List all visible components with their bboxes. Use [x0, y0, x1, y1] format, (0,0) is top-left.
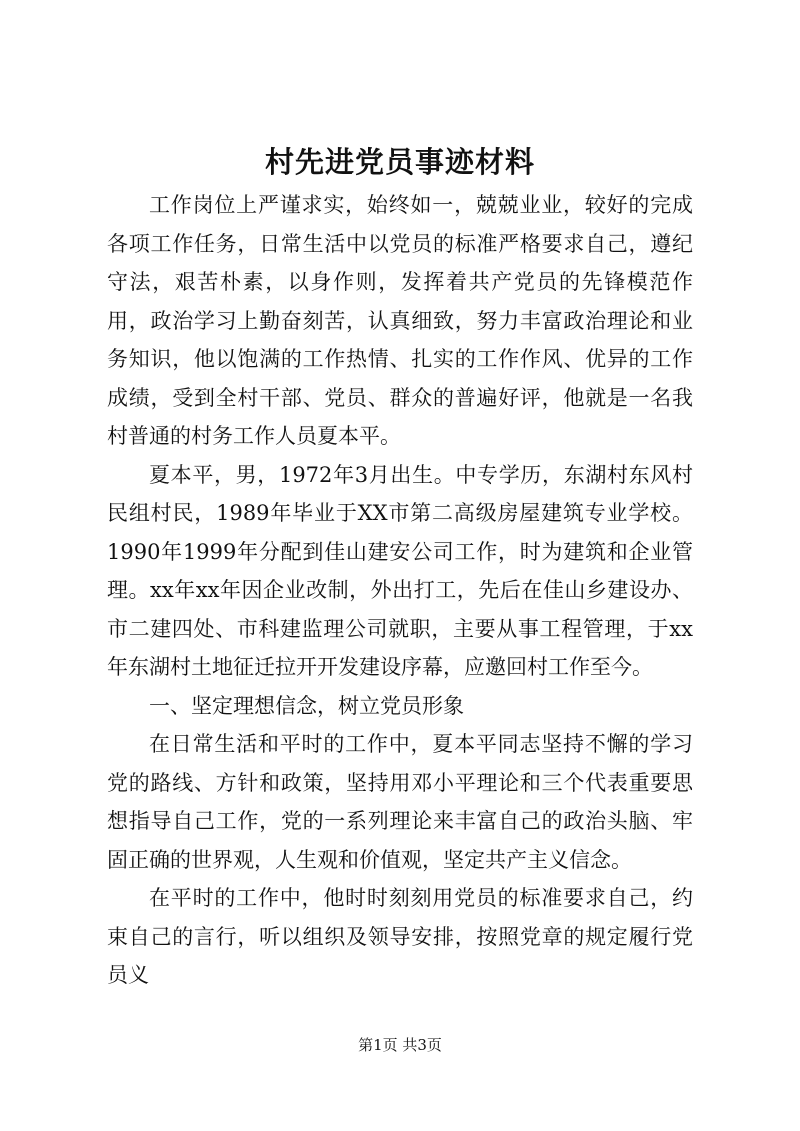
- paragraph-biography: 夏本平，男，1972年3月出生。中专学历，东湖村东风村民组村民，1989年毕业于XX市第二高级房屋建筑专业学校。1990年1999年分配到佳山建安公司工作，时为建筑和企业管理。xx年xx年因企业改制，外出打工，先后在佳山乡建设办、市二建四处、市科建监理公司就职，主要从事工程管理，于xx年东湖村土地征迁拉开开发建设序幕，应邀回村工作至今。: [107, 462, 693, 679]
- document-body: [107, 186, 693, 995]
- paragraph-ideals: 在日常生活和平时的工作中，夏本平同志坚持不懈的学习党的路线、方针和政策，坚持用邓小平理论和三个代表重要思想指导自己工作，党的一系列理论来丰富自己的政治头脑、牢固正确的世界观，人生观和价值观，坚定共产主义信念。: [107, 732, 693, 872]
- page-number: 第1页 共3页: [358, 1036, 442, 1054]
- paragraph-conduct: 在平时的工作中，他时时刻刻用党员的标准要求自己，约束自己的言行，听以组织及领导安排，按照党章的规定履行党员义: [107, 886, 693, 987]
- section-heading: 一、坚定理想信念，树立党员形象: [149, 693, 464, 718]
- paragraph-intro: 工作岗位上严谨求实，始终如一，兢兢业业，较好的完成各项工作任务，日常生活中以党员的标准严格要求自己，遵纪守法，艰苦朴素，以身作则，发挥着共产党员的先锋模范作用，政治学习上勤奋刻苦，认真细致，努力丰富政治理论和业务知识，他以饱满的工作热情、扎实的工作作风、优异的工作成绩，受到全村干部、党员、群众的普遍好评，他就是一名我村普通的村务工作人员夏本平。: [107, 193, 693, 448]
- document-title: 村先进党员事迹材料: [264, 145, 535, 179]
